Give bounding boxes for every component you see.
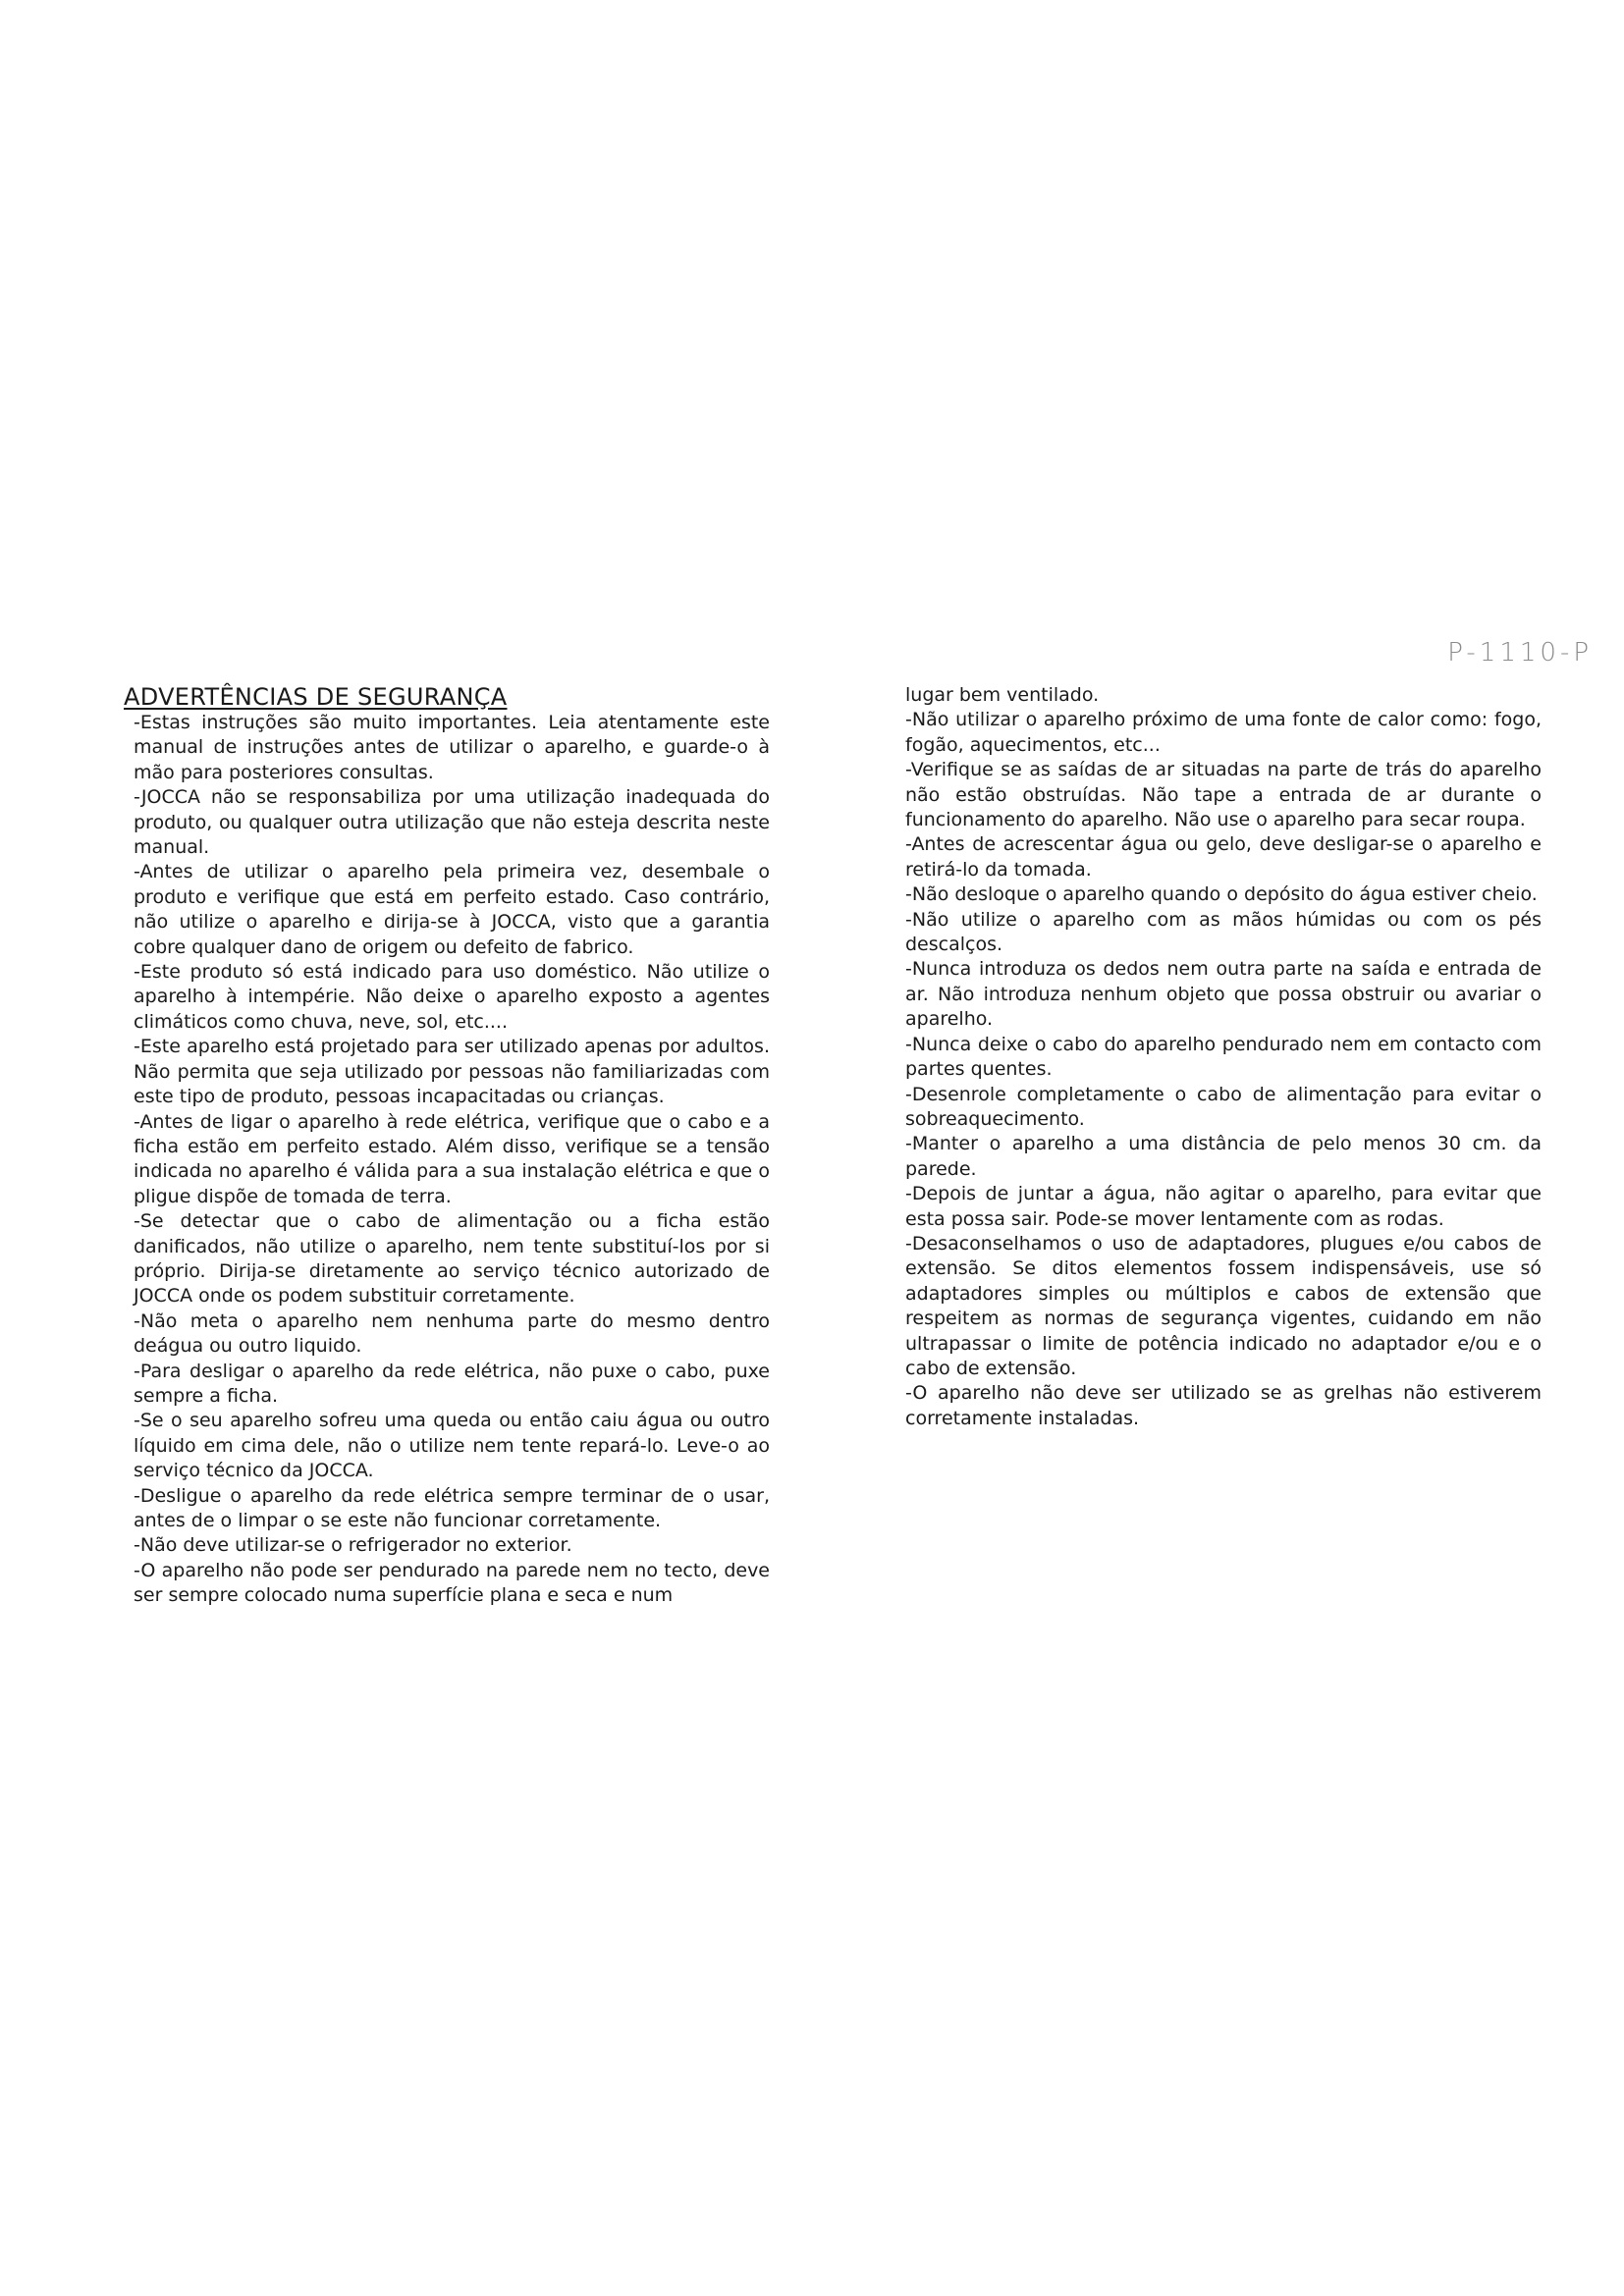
paragraph: -Desenrole completamente o cabo de alimentação para evitar o sobreaquecimento. bbox=[905, 1083, 1542, 1130]
paragraph: -Não desloque o aparelho quando o depósito do água estiver cheio. bbox=[905, 883, 1538, 906]
model-code: P-1110-P bbox=[1447, 638, 1593, 667]
paragraph: -Nunca introduza os dedos nem outra parte na saída e entrada de ar. Não introduza nenhum objeto que possa obstruir ou avariar o aparelho. bbox=[905, 958, 1542, 1031]
paragraph: -Não utilize o aparelho com as mãos húmidas ou com os pés descalços. bbox=[905, 908, 1542, 956]
paragraph: -Desligue o aparelho da rede elétrica sempre terminar de o usar, antes de o limpar o se este não funcionar corretamente. bbox=[134, 1484, 770, 1531]
section-heading: ADVERTÊNCIAS DE SEGURANÇA bbox=[124, 683, 508, 711]
paragraph: -Depois de juntar a água, não agitar o aparelho, para evitar que esta possa sair. Pode-se mover lentamente com as rodas. bbox=[905, 1183, 1542, 1230]
paragraph: -Desaconselhamos o uso de adaptadores, plugues e/ou cabos de extensão. Se ditos elementos fossem indispensáveis, use só adaptadores simples ou múltiplos e cabos de extensão que respeitem as normas de segurança vigentes, cuidando em não ultrapassar o limite de potência indicado no adaptador e/ou e o cabo de extensão. bbox=[905, 1232, 1542, 1379]
paragraph: -Nunca deixe o cabo do aparelho pendurado nem em contacto com partes quentes. bbox=[905, 1033, 1542, 1081]
left-column bbox=[124, 683, 770, 1609]
paragraph: -Verifique se as saídas de ar situadas na parte de trás do aparelho não estão obstruídas. Não tape a entrada de ar durante o funcionamento do aparelho. Não use o aparelho para secar roupa. bbox=[905, 759, 1542, 831]
paragraph: -Não meta o aparelho nem nenhuma parte do mesmo dentro deágua ou outro liquido. bbox=[134, 1309, 770, 1358]
paragraph: -O aparelho não pode ser pendurado na parede nem no tecto, deve ser sempre colocado numa superfície plana e seca e num bbox=[134, 1559, 770, 1607]
paragraph: -Antes de acrescentar água ou gelo, deve desligar-se o aparelho e retirá-lo da tomada. bbox=[905, 833, 1542, 881]
paragraph: -Este produto só está indicado para uso doméstico. Não utilize o aparelho à intempérie. Não deixe o aparelho exposto a agentes climáticos como chuva, neve, sol, etc.... bbox=[134, 961, 770, 1033]
paragraph: -Manter o aparelho a uma distância de pelo menos 30 cm. da parede. bbox=[905, 1133, 1542, 1180]
paragraph: -Este aparelho está projetado para ser utilizado apenas por adultos. Não permita que seja utilizado por pessoas não familiarizadas com este tipo de produto, pessoas incapacitadas ou crianças. bbox=[134, 1036, 770, 1108]
paragraph: -Estas instruções são muito importantes. Leia atentamente este manual de instruções antes de utilizar o aparelho, e guarde-o à mão para posteriores consultas. bbox=[134, 712, 770, 783]
paragraph: -Se o seu aparelho sofreu uma queda ou então caiu água ou outro líquido em cima dele, não o utilize nem tente repará-lo. Leve-o ao serviço técnico da JOCCA. bbox=[134, 1410, 770, 1482]
paragraph: -Se detectar que o cabo de alimentação ou a ficha estão danificados, não utilize o aparelho, nem tente substituí-los por si próprio. Dirija-se diretamente ao serviço técnico autorizado de JOCCA onde os podem substituir corretamente. bbox=[134, 1210, 770, 1308]
paragraph: -Não utilizar o aparelho próximo de uma fonte de calor como: fogo, fogão, aquecimentos, etc... bbox=[905, 709, 1542, 756]
right-column bbox=[905, 683, 1542, 1431]
paragraph: -Antes de utilizar o aparelho pela primeira vez, desembale o produto e verifique que está em perfeito estado. Caso contrário, não utilize o aparelho e dirija-se à JOCCA, visto que a garantia cobre qualquer dano de origem ou defeito de fabrico. bbox=[134, 861, 770, 958]
paragraph: -Antes de ligar o aparelho à rede elétrica, verifique que o cabo e a ficha estão em perfeito estado. Além disso, verifique se a tensão indicada no aparelho é válida para a sua instalação elétrica e que o pligue dispõe de tomada de terra. bbox=[134, 1110, 770, 1207]
paragraph: -Não deve utilizar-se o refrigerador no exterior. bbox=[134, 1534, 572, 1557]
paragraph: -Para desligar o aparelho da rede elétrica, não puxe o cabo, puxe sempre a ficha. bbox=[134, 1360, 770, 1407]
paragraph: lugar bem ventilado. bbox=[905, 684, 1100, 706]
paragraph: -JOCCA não se responsabiliza por uma utilização inadequada do produto, ou qualquer outra utilização que não esteja descrita neste manual. bbox=[134, 786, 770, 859]
paragraph: -O aparelho não deve ser utilizado se as grelhas não estiverem corretamente instaladas. bbox=[905, 1382, 1542, 1429]
